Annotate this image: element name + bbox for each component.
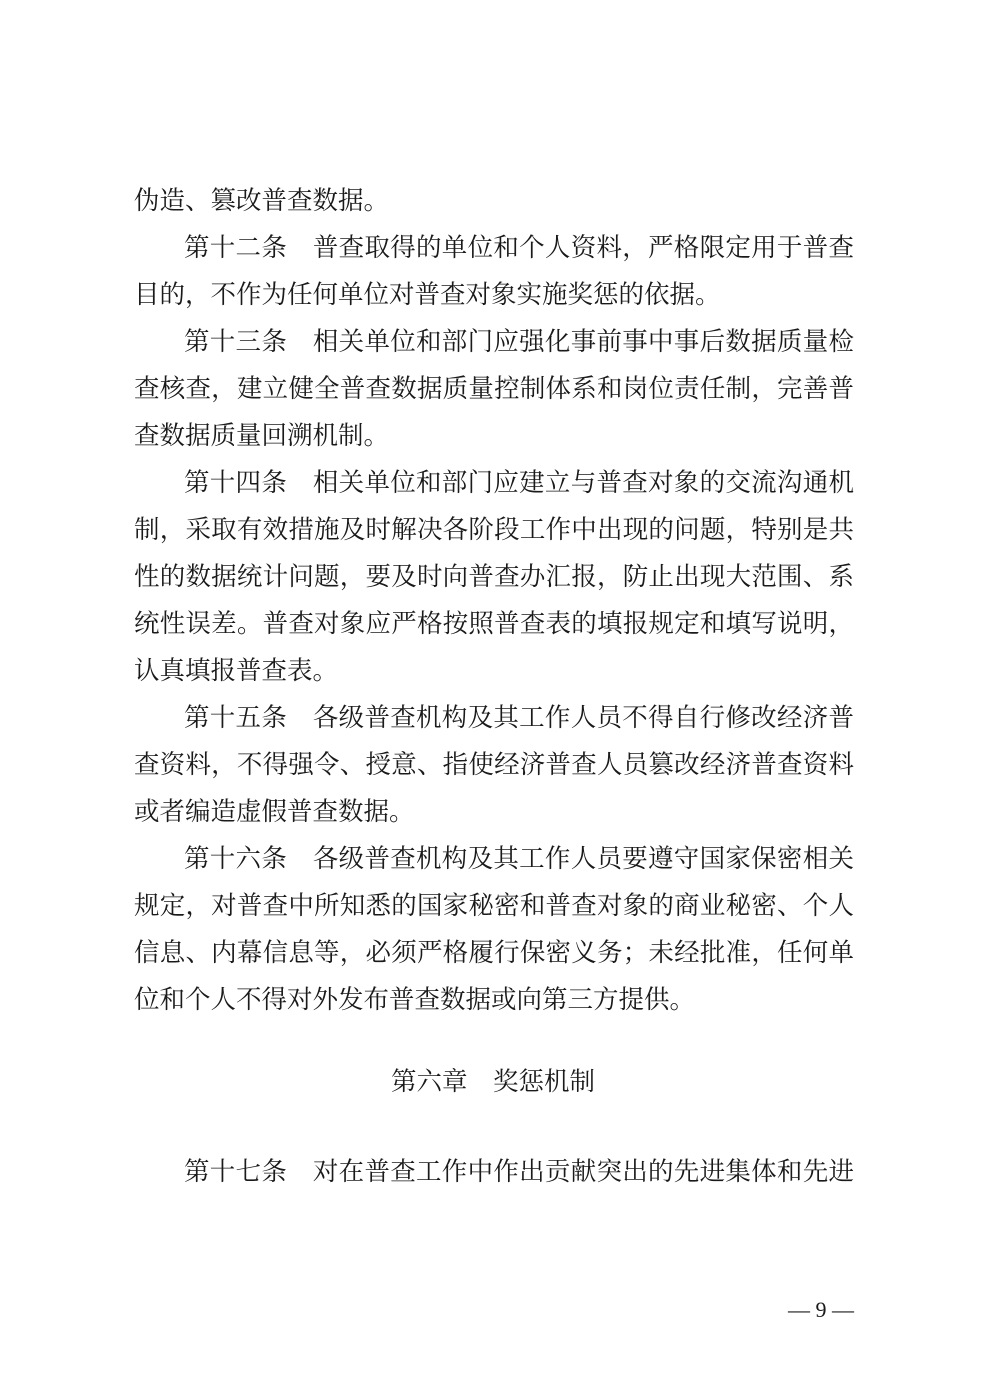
text-line: 信息、内幕信息等，必须严格履行保密义务；未经批准，任何单	[134, 938, 854, 968]
text-line: 或者编造虚假普查数据。	[134, 797, 415, 827]
text-line: 统性误差。普查对象应严格按照普查表的填报规定和填写说明，	[134, 609, 854, 639]
text-line: 认真填报普查表。	[134, 656, 339, 686]
article-16-line-1: 第十六条 各级普查机构及其工作人员要遵守国家保密相关	[184, 844, 854, 874]
article-15-line-1: 第十五条 各级普查机构及其工作人员不得自行修改经济普	[184, 703, 854, 733]
article-17-line-1: 第十七条 对在普查工作中作出贡献突出的先进集体和先进	[184, 1157, 854, 1187]
chapter-heading: 第六章 奖惩机制	[390, 1067, 595, 1097]
text-line: 规定，对普查中所知悉的国家秘密和普查对象的商业秘密、个人	[134, 891, 854, 921]
text-line: 性的数据统计问题，要及时向普查办汇报，防止出现大范围、系	[134, 562, 854, 592]
article-14-line-1: 第十四条 相关单位和部门应建立与普查对象的交流沟通机	[184, 468, 854, 498]
page-number: — 9 —	[788, 1297, 854, 1322]
article-13-line-1: 第十三条 相关单位和部门应强化事前事中事后数据质量检	[184, 327, 854, 357]
text-line: 目的，不作为任何单位对普查对象实施奖惩的依据。	[134, 280, 721, 310]
text-line: 位和个人不得对外发布普查数据或向第三方提供。	[134, 985, 696, 1015]
article-12-line-1: 第十二条 普查取得的单位和个人资料，严格限定用于普查	[184, 233, 854, 263]
text-line: 查核查，建立健全普查数据质量控制体系和岗位责任制，完善普	[134, 374, 854, 404]
text-line: 查数据质量回溯机制。	[134, 421, 390, 451]
text-line: 伪造、篡改普查数据。	[134, 186, 390, 216]
text-line: 制，采取有效措施及时解决各阶段工作中出现的问题，特别是共	[134, 515, 854, 545]
text-line: 查资料，不得强令、授意、指使经济普查人员篡改经济普查资料	[134, 750, 854, 780]
